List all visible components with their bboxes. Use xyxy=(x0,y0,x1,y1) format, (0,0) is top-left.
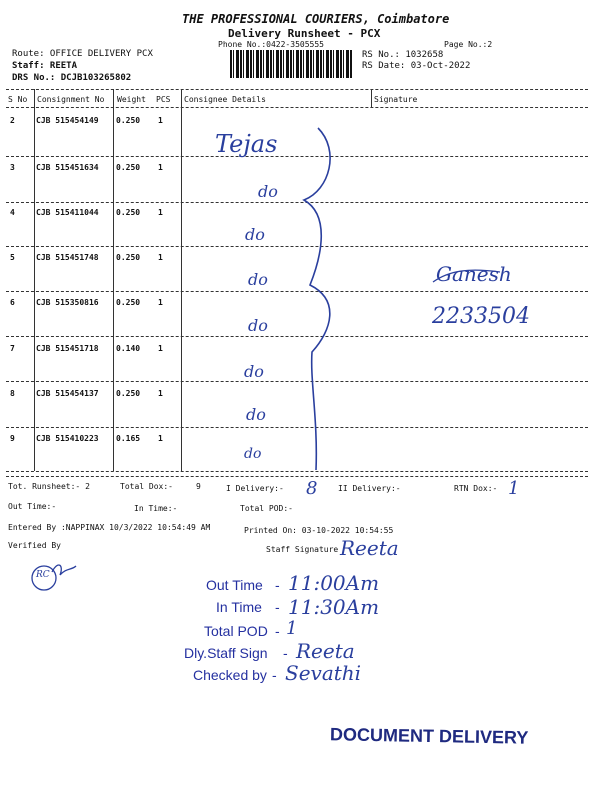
consignment-no: CJB 515350816 xyxy=(36,298,99,307)
ditto-mark: do xyxy=(246,405,266,424)
stamp-dly-staff-label: Dly.Staff Sign xyxy=(184,645,268,661)
receiver-number: 2233504 xyxy=(432,304,530,329)
staff-label: Staff: REETA xyxy=(12,61,78,71)
sno: 5 xyxy=(10,253,15,262)
weight: 0.250 xyxy=(116,163,141,172)
page-number: Page No.:2 xyxy=(444,40,493,49)
stamp-dash: - xyxy=(275,623,280,639)
stamp-dash: - xyxy=(275,599,280,615)
drs-number: DRS No.: DCJB103265802 xyxy=(12,73,132,83)
tot-runsheet: Tot. Runsheet:- 2 xyxy=(8,482,90,491)
pcs: 1 xyxy=(158,253,163,262)
pcs: 1 xyxy=(158,208,163,217)
consignment-no: CJB 515451634 xyxy=(36,163,99,172)
total-pod-label: Total POD:- xyxy=(240,504,293,513)
col-signature: Signature xyxy=(374,95,418,104)
sno: 9 xyxy=(10,434,15,443)
i-delivery-value: 8 xyxy=(306,478,318,499)
out-time-label: Out Time:- xyxy=(8,502,57,511)
ditto-mark: do xyxy=(244,446,262,462)
consignment-no: CJB 515411044 xyxy=(36,208,99,217)
ii-delivery-label: II Delivery:- xyxy=(338,484,401,493)
weight: 0.165 xyxy=(116,434,141,443)
staff-signature-label: Staff Signature xyxy=(266,545,339,554)
rtn-dox-label: RTN Dox:- xyxy=(454,484,498,493)
weight: 0.250 xyxy=(116,389,141,398)
sno: 8 xyxy=(10,389,15,398)
stamp-total-pod-value: 1 xyxy=(286,618,298,639)
consignee-name: Tejas xyxy=(215,130,278,158)
entered-by: Entered By :NAPPINAX 10/3/2022 10:54:49 AM xyxy=(8,523,211,532)
weight: 0.250 xyxy=(116,208,141,217)
weight: 0.250 xyxy=(116,253,141,262)
staff-signature-value: Reeta xyxy=(340,536,399,560)
stamp-in-time-label: In Time xyxy=(216,599,262,615)
total-dox-value: 9 xyxy=(196,482,201,491)
stamp-checked-by-label: Checked by xyxy=(193,667,267,683)
verified-by: Verified By xyxy=(8,541,61,550)
route-label: Route: OFFICE DELIVERY PCX xyxy=(12,49,153,59)
pcs: 1 xyxy=(158,434,163,443)
rtn-dox-value: 1 xyxy=(508,478,520,499)
printed-on: Printed On: 03-10-2022 10:54:55 xyxy=(244,526,394,535)
col-sno: S No xyxy=(8,95,28,104)
consignment-no: CJB 515451718 xyxy=(36,344,99,353)
stamp-checked-by-value: Sevathi xyxy=(285,661,362,685)
sno: 6 xyxy=(10,298,15,307)
pcs: 1 xyxy=(158,344,163,353)
document-delivery-stamp: DOCUMENT DELIVERY xyxy=(329,724,529,748)
ditto-mark: do xyxy=(245,225,265,244)
stamp-dash: - xyxy=(272,667,277,683)
consignment-no: CJB 515454149 xyxy=(36,116,99,125)
pcs: 1 xyxy=(158,163,163,172)
col-consignee: Consignee Details xyxy=(184,95,266,104)
stamp-out-time-value: 11:00Am xyxy=(288,571,380,595)
sno: 3 xyxy=(10,163,15,172)
in-time-label: In Time:- xyxy=(134,504,178,513)
consignment-no: CJB 515454137 xyxy=(36,389,99,398)
pcs: 1 xyxy=(158,298,163,307)
ditto-mark: do xyxy=(258,182,278,201)
sno: 4 xyxy=(10,208,15,217)
col-pcs: PCS xyxy=(156,95,171,104)
ditto-mark: do xyxy=(248,316,268,335)
company-name: THE PROFESSIONAL COURIERS, Coimbatore xyxy=(182,12,450,26)
ditto-mark: do xyxy=(248,270,268,289)
consignment-no: CJB 515410223 xyxy=(36,434,99,443)
weight: 0.250 xyxy=(116,298,141,307)
stamp-out-time-label: Out Time xyxy=(206,577,263,593)
i-delivery-label: I Delivery:- xyxy=(226,484,284,493)
stamp-dash: - xyxy=(275,577,280,593)
pcs: 1 xyxy=(158,389,163,398)
phone-number: Phone No.:0422-3505555 xyxy=(218,40,324,49)
weight: 0.140 xyxy=(116,344,141,353)
runsheet-title: Delivery Runsheet - PCX xyxy=(228,27,381,40)
sno: 7 xyxy=(10,344,15,353)
col-weight: Weight xyxy=(117,95,146,104)
ditto-mark: do xyxy=(244,362,264,381)
verifier-initials: RC xyxy=(36,570,50,580)
pcs: 1 xyxy=(158,116,163,125)
sno: 2 xyxy=(10,116,15,125)
stamp-in-time-value: 11:30Am xyxy=(288,595,380,619)
col-consignment: Consignment No xyxy=(37,95,105,104)
total-dox-label: Total Dox:- xyxy=(120,482,173,491)
weight: 0.250 xyxy=(116,116,141,125)
stamp-dash: - xyxy=(283,645,288,661)
stamp-dly-staff-value: Reeta xyxy=(296,639,355,663)
receiver-signature: Ganesh xyxy=(436,262,512,286)
rs-date: RS Date: 03-Oct-2022 xyxy=(362,61,471,71)
stamp-total-pod-label: Total POD xyxy=(204,623,268,639)
rs-number: RS No.: 1032658 xyxy=(362,50,444,60)
consignment-no: CJB 515451748 xyxy=(36,253,99,262)
